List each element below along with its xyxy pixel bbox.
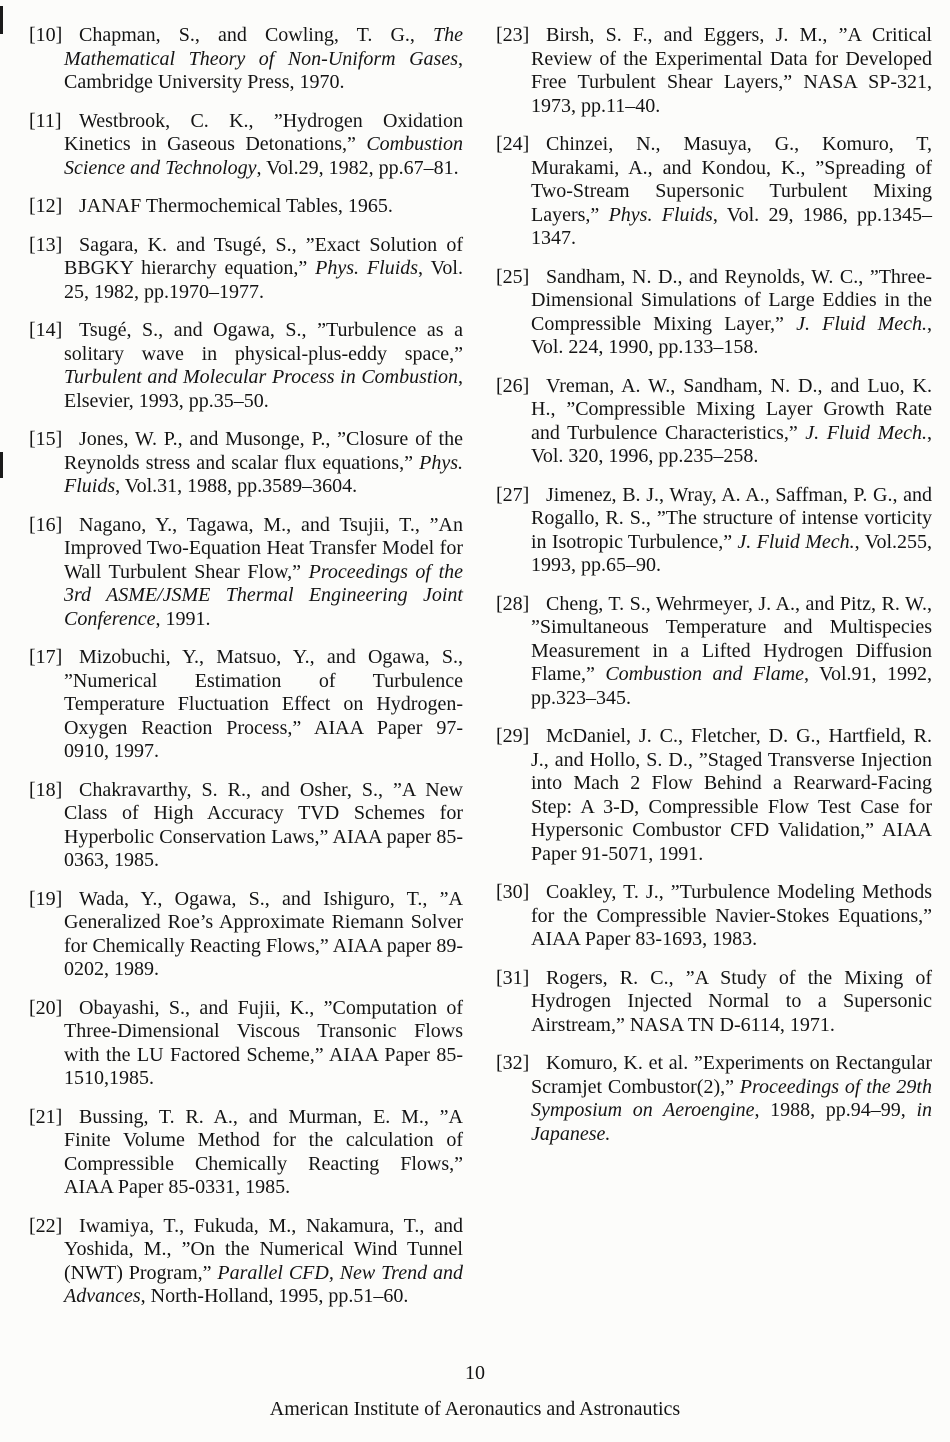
reference-item [29, 24, 463, 95]
reference-item [29, 888, 463, 982]
reference-text-italic: Combustion Science and Technology [64, 133, 463, 179]
reference-text: , 1988, pp.94–99, [754, 1099, 917, 1121]
reference-item [29, 514, 463, 632]
reference-text-italic: Turbulent and Molecular Process in Combustion [64, 366, 458, 388]
reference-label: [31] [496, 966, 530, 989]
scan-artifact [0, 6, 3, 34]
reference-label: [14] [29, 319, 63, 341]
reference-text: Sagara, K. and Tsugé, S., ”Exact Solution of BBGKY hierarchy equation,” [64, 233, 463, 279]
reference-item [29, 779, 463, 873]
reference-item [29, 1106, 463, 1200]
reference-label: [12] [29, 195, 63, 217]
reference-text-italic: in Japanese. [531, 1099, 933, 1145]
reference-label: [11] [29, 109, 62, 132]
reference-text: , Vol.31, 1988, pp.3589–3604. [115, 475, 358, 497]
reference-item [29, 1215, 463, 1309]
reference-text: Rogers, R. C., ”A Study of the Mixing of Hydrogen Injected Normal to a Supersonic Airstream,” NASA TN D-6114, 1971. [531, 966, 932, 1036]
reference-item [29, 195, 463, 219]
reference-text: Chapman, S., and Cowling, T. G., [79, 24, 433, 46]
reference-label: [15] [29, 428, 63, 450]
reference-item [496, 593, 932, 711]
reference-label: [27] [496, 483, 530, 506]
reference-text: Cheng, T. S., Wehrmeyer, J. A., and Pitz, R. W., ”Simultaneous Temperature and Multispecies Measurement in a Lifted Hydrogen Diffusion Flame,” [531, 592, 932, 685]
reference-text: Chakravarthy, S. R., and Osher, S., ”A New Class of High Accuracy TVD Schemes for Hyperbolic Conservation Laws,” AIAA paper 85-0363, 1985. [64, 778, 463, 871]
reference-text: Westbrook, C. K., ”Hydrogen Oxidation Kinetics in Gaseous Detonations,” [64, 109, 463, 155]
reference-text: , North-Holland, 1995, pp.51–60. [140, 1285, 409, 1307]
reference-text: Komuro, K. et al. ”Experiments on Rectangular Scramjet Combustor(2),” [531, 1052, 932, 1098]
reference-text: , Vol. 224, 1990, pp.133–158. [531, 312, 932, 358]
reference-item [29, 428, 463, 499]
reference-text-italic: Phys. Fluids [315, 257, 419, 279]
reference-text: Mizobuchi, Y., Matsuo, Y., and Ogawa, S., ”Numerical Estimation of Turbulence Temperature Fluctuation Effect on Hydrogen-Oxygen Reaction Process,” AIAA Paper 97-0910, 1997. [64, 646, 463, 762]
reference-text: Jimenez, B. J., Wray, A. A., Saffman, P. G., and Rogallo, R. S., ”The structure of intense vorticity in Isotropic Turbulence,” [531, 483, 932, 553]
reference-text-italic: Proceedings of the 29th Symposium on Aeroengine [531, 1075, 932, 1121]
references-column-left [29, 24, 463, 1309]
reference-label: [21] [29, 1105, 63, 1128]
reference-text: , Vol. 29, 1986, pp.1345–1347. [531, 203, 932, 249]
reference-label: [13] [29, 233, 63, 256]
reference-label: [32] [496, 1052, 530, 1074]
reference-item [496, 484, 932, 578]
reference-label: [26] [496, 374, 530, 397]
reference-text: Jones, W. P., and Musonge, P., ”Closure of the Reynolds stress and scalar flux equations,” [64, 428, 463, 474]
reference-text-italic: Combustion and Flame [605, 663, 805, 685]
reference-text: , Vol. 25, 1982, pp.1970–1977. [64, 257, 463, 303]
reference-text: , Elsevier, 1993, pp.35–50. [64, 366, 463, 412]
reference-text-italic: Proceedings of the 3rd ASME/JSME Thermal Engineering Joint Conference [64, 560, 463, 630]
reference-text: Sandham, N. D., and Reynolds, W. C., ”Three-Dimensional Simulations of Large Eddies in the Compressible Mixing Layer,” [531, 265, 932, 335]
reference-item [29, 319, 463, 413]
reference-text: McDaniel, J. C., Fletcher, D. G., Hartfield, R. J., and Hollo, S. D., ”Staged Transverse Injection into Mach 2 Flow Behind a Rearward-Facing Step: A 3-D, Compressible Flow Test Case for Hypersonic Combustor CFD Validation,” AIAA Paper 91-5071, 1991. [531, 725, 932, 865]
reference-text: Birsh, S. F., and Eggers, J. M., ”A Critical Review of the Experimental Data for Developed Free Turbulent Shear Layers,” NASA SP-321, 1973, pp.11–40. [531, 24, 932, 117]
reference-text-italic: J. Fluid Mech. [796, 312, 927, 335]
reference-text: Obayashi, S., and Fujii, K., ”Computation of Three-Dimensional Viscous Transonic Flows with the LU Factored Scheme,” AIAA Paper 85-1510,1985. [64, 996, 463, 1089]
reference-label: [24] [496, 133, 530, 155]
reference-item [496, 266, 932, 360]
reference-text: Iwamiya, T., Fukuda, M., Nakamura, T., and Yoshida, M., ”On the Numerical Wind Tunnel (NWT) Program,” [64, 1214, 463, 1284]
reference-text: Nagano, Y., Tagawa, M., and Tsujii, T., ”An Improved Two-Equation Heat Transfer Model for Wall Turbulent Shear Flow,” [64, 513, 463, 583]
reference-text-italic: Parallel CFD, New Trend and Advances [64, 1261, 463, 1307]
journal-footer: American Institute of Aeronautics and Astronautics [269, 1398, 681, 1420]
reference-text: , Vol.29, 1982, pp.67–81. [256, 156, 459, 179]
reference-item [496, 725, 932, 866]
reference-text: , Cambridge University Press, 1970. [64, 47, 463, 93]
reference-text-italic: Phys. Fluids [64, 451, 463, 497]
reference-text-italic: The Mathematical Theory of Non-Uniform Gases [64, 24, 463, 70]
reference-text: , Vol.91, 1992, pp.323–345. [531, 663, 932, 709]
reference-item [29, 997, 463, 1091]
reference-label: [30] [496, 881, 530, 903]
scan-artifact [0, 452, 3, 478]
reference-item [29, 234, 463, 305]
reference-item [496, 133, 932, 251]
reference-text: , Vol.255, 1993, pp.65–90. [531, 530, 932, 576]
reference-label: [29] [496, 725, 530, 747]
reference-text-italic: J. Fluid Mech. [805, 421, 927, 444]
reference-text: , 1991. [155, 607, 211, 630]
reference-item [496, 24, 932, 118]
reference-label: [25] [496, 265, 530, 288]
references-column-right [496, 24, 932, 1146]
reference-label: [18] [29, 778, 63, 801]
reference-text: Wada, Y., Ogawa, S., and Ishiguro, T., ”A Generalized Roe’s Approximate Riemann Solver for Chemically Reacting Flows,” AIAA paper 89-0202, 1989. [64, 887, 463, 980]
reference-label: [20] [29, 996, 63, 1019]
reference-item [496, 375, 932, 469]
reference-text: Tsugé, S., and Ogawa, S., ”Turbulence as a solitary wave in physical-plus-eddy space,” [64, 319, 463, 365]
reference-label: [22] [29, 1214, 63, 1237]
reference-label: [19] [29, 887, 63, 910]
reference-label: [10] [29, 24, 63, 46]
reference-label: [16] [29, 513, 63, 536]
reference-item [496, 881, 932, 952]
reference-item [29, 646, 463, 764]
page-number: 10 [465, 1362, 485, 1384]
reference-text: Vreman, A. W., Sandham, N. D., and Luo, K. H., ”Compressible Mixing Layer Growth Rate and Turbulence Characteristics,” [531, 374, 932, 444]
reference-text-italic: Phys. Fluids [608, 203, 713, 226]
reference-text: , Vol. 320, 1996, pp.235–258. [531, 421, 932, 467]
reference-text: JANAF Thermochemical Tables, 1965. [79, 195, 393, 217]
reference-text: Bussing, T. R. A., and Murman, E. M., ”A Finite Volume Method for the calculation of Compressible Chemically Reacting Flows,” AIAA Paper 85-0331, 1985. [64, 1105, 463, 1198]
reference-item [496, 967, 932, 1038]
reference-label: [23] [496, 24, 530, 46]
reference-label: [17] [29, 646, 63, 668]
reference-text: Coakley, T. J., ”Turbulence Modeling Methods for the Compressible Navier-Stokes Equations,” AIAA Paper 83-1693, 1983. [531, 881, 932, 950]
reference-text: Chinzei, N., Masuya, G., Komuro, T, Murakami, A., and Kondou, K., ”Spreading of Two-Stream Supersonic Turbulent Mixing Layers,” [531, 133, 932, 226]
reference-label: [28] [496, 592, 530, 615]
reference-item [496, 1052, 932, 1146]
reference-item [29, 110, 463, 181]
reference-text-italic: J. Fluid Mech. [737, 530, 855, 553]
